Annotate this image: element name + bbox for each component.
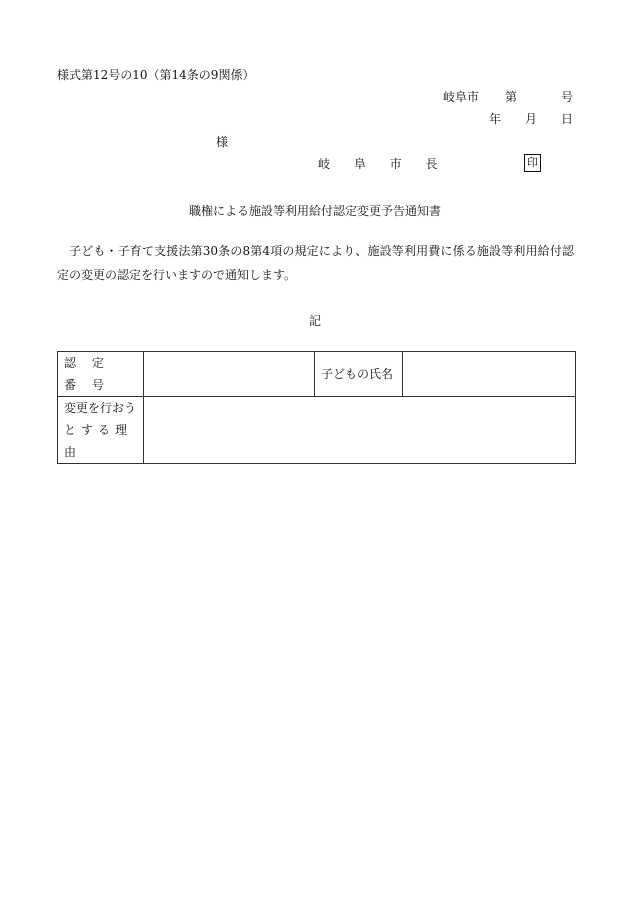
form-number: 様式第12号の10（第14条の9関係）: [57, 68, 255, 82]
reason-field[interactable]: [144, 397, 576, 464]
ki-heading: 記: [308, 314, 321, 328]
issuer-line: [443, 89, 573, 105]
date-year: 年: [488, 112, 501, 126]
document-title: 職権による施設等利用給付認定変更予告通知書: [188, 204, 441, 218]
body-text: 子ども・子育て支援法第30条の8第4項の規定により、施設等利用費に係る施設等利用給付認定の変更の認定を行いますので通知します。: [57, 244, 574, 282]
date-line: [489, 111, 573, 127]
reason-label-line2: とする理由: [64, 423, 133, 459]
issuer-city: 岐阜市: [442, 90, 479, 104]
cert-number-label: 認 定 番 号: [58, 352, 144, 397]
details-table: [57, 351, 576, 464]
issuer-go: 号: [560, 90, 573, 104]
child-name-label: 子どもの氏名: [315, 352, 403, 397]
table-row: [58, 397, 576, 464]
seal-mark: 印: [524, 154, 541, 172]
date-month: 月: [524, 112, 537, 126]
recipient-honorific: 様: [216, 135, 229, 149]
table-row: [58, 352, 576, 397]
issuer-dai: 第: [504, 90, 517, 104]
reason-label: [58, 397, 144, 464]
child-name-field[interactable]: [403, 352, 576, 397]
reason-label-line1: 変更を行おう: [64, 401, 137, 415]
mayor-title: 岐 阜 市 長: [318, 157, 448, 171]
cert-number-field[interactable]: [144, 352, 315, 397]
date-day: 日: [560, 112, 573, 126]
